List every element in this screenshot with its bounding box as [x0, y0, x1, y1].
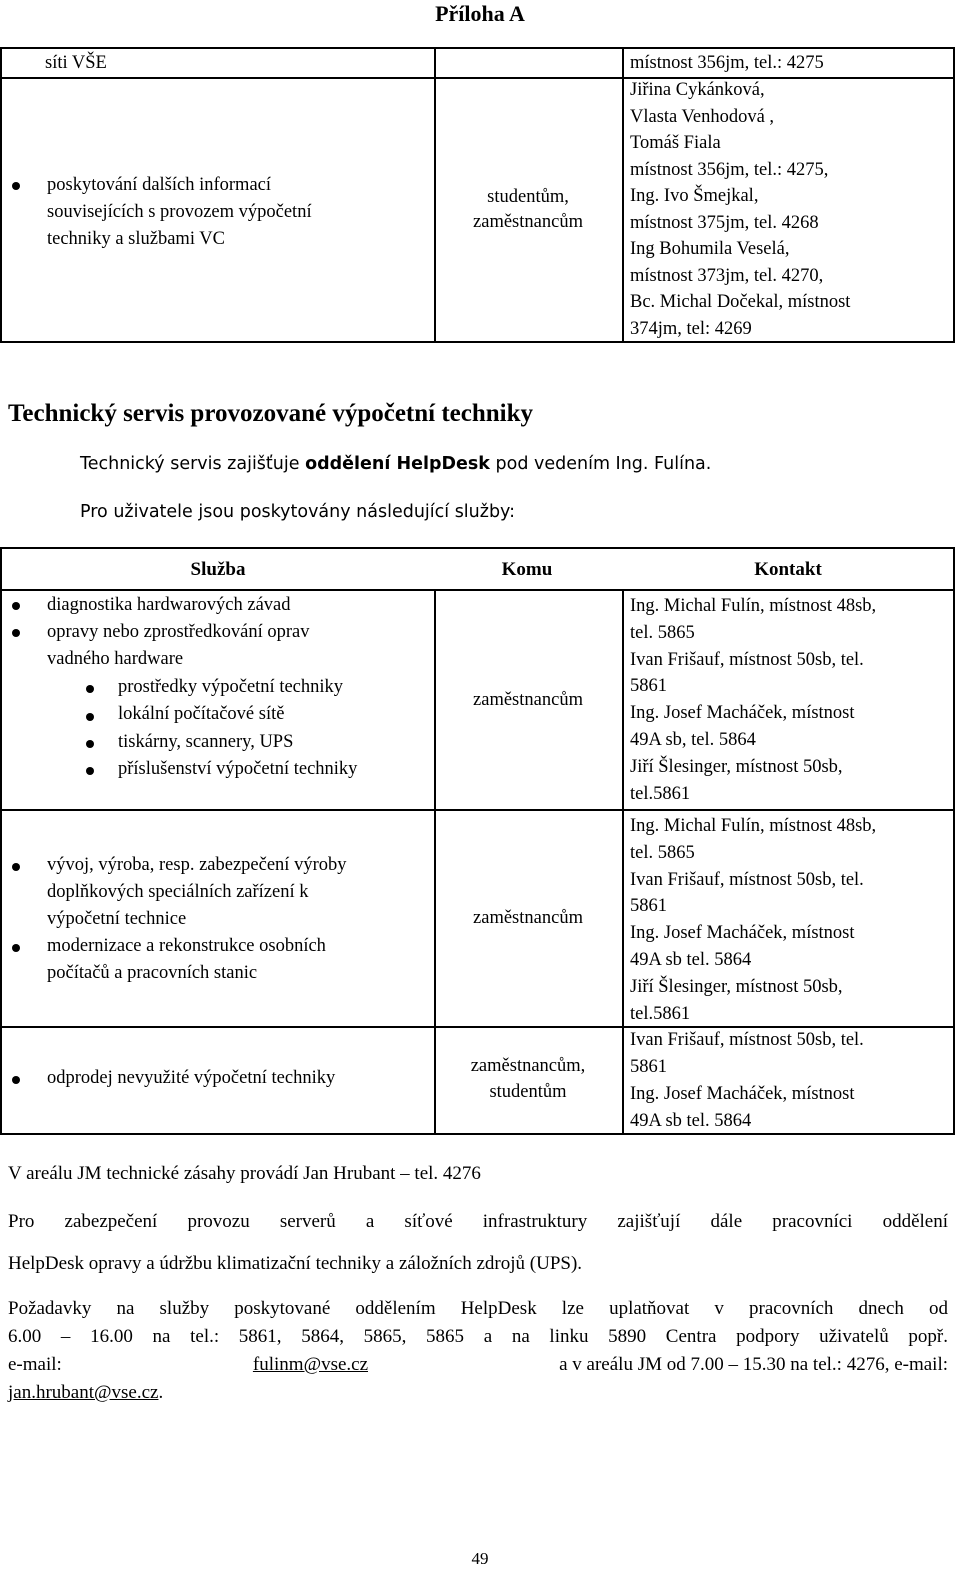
email-link[interactable]: jan.hrubant@vse.cz	[8, 1382, 159, 1403]
bullet-icon	[12, 602, 20, 610]
service-contacts: Ing. Michal Fulín, místnost 48sb, tel. 5865 Ivan Frišauf, místnost 50sb, tel. 5861 Ing. Josef Macháček, místnost 49A sb tel. 5864 Jiří Šlesinger, místnost 50sb, tel.5861	[630, 816, 877, 1024]
bullet-icon	[86, 713, 94, 721]
column-header-contact: Kontakt	[754, 559, 822, 580]
service-description: poskytování dalších informací souvisejících s provozem výpočetní techniky a službami VC	[47, 175, 312, 249]
bullet-icon	[12, 863, 20, 871]
service-contacts: Ing. Michal Fulín, místnost 48sb, tel. 5865 Ivan Frišauf, místnost 50sb, tel. 5861 Ing. Josef Macháček, místnost 49A sb, tel. 5864 Jiří Šlesinger, místnost 50sb, tel.5861	[630, 596, 877, 804]
section-intro: Technický servis zajišťuje oddělení HelpDesk pod vedením Ing. Fulína.	[80, 454, 712, 474]
paragraph: HelpDesk opravy a údržbu klimatizační techniky a záložních zdrojů (UPS).	[8, 1253, 583, 1274]
table-column-divider	[622, 49, 624, 341]
services-intro: Pro uživatele jsou poskytovány následující služby:	[80, 502, 516, 522]
bullet-icon	[12, 1076, 20, 1084]
service-recipients: zaměstnancům	[473, 908, 583, 928]
service-recipients: zaměstnancům, studentům	[470, 1056, 586, 1102]
list-item: diagnostika hardwarových závad	[47, 595, 291, 615]
table-cell-top-left: síti VŠE	[45, 53, 107, 73]
service-contacts: Ivan Frišauf, místnost 50sb, tel. 5861 Ing. Josef Macháček, místnost 49A sb tel. 5864	[630, 1030, 864, 1131]
section-heading: Technický servis provozované výpočetní techniky	[8, 400, 534, 427]
paragraph: jan.hrubant@vse.cz.	[8, 1382, 164, 1403]
bullet-icon	[86, 740, 94, 748]
table-header-divider	[2, 589, 953, 591]
page-title: Příloha A	[435, 1, 525, 26]
list-item: odprodej nevyužité výpočetní techniky	[47, 1068, 336, 1088]
list-item: vadného hardware	[47, 649, 184, 669]
list-item: vývoj, výroba, resp. zabezpečení výroby doplňkových speciálních zařízení k výpočetní technice modernizace a rekonstrukce osobních počítačů a pracovních stanic	[47, 855, 347, 983]
list-item: prostředky výpočetní techniky	[118, 677, 344, 697]
column-header-service: Služba	[190, 559, 246, 580]
paragraph: V areálu JM technické zásahy provádí Jan Hrubant – tel. 4276	[8, 1163, 481, 1184]
bullet-icon	[12, 182, 20, 190]
paragraph: Pro zabezpečení provozu serverů a síťové infrastruktury zajišťují dále pracovníci oddělení	[8, 1211, 948, 1232]
service-recipients: studentům, zaměstnancům	[473, 187, 583, 232]
list-item: opravy nebo zprostředkování oprav	[47, 622, 310, 642]
table-cell-top-right: místnost 356jm, tel.: 4275	[630, 53, 824, 73]
table-column-divider	[434, 589, 436, 1133]
service-contacts: Jiřina Cykánková, Vlasta Venhodová , Tomáš Fiala místnost 356jm, tel.: 4275, Ing. Ivo Šmejkal, místnost 375jm, tel. 4268 Ing Bohumila Veselá, místnost 373jm, tel. 4270, Bc. Michal Dočekal, místnost 374jm, tel: 4269	[630, 80, 851, 339]
page-number: 49	[471, 1549, 489, 1568]
table-row-divider	[2, 809, 953, 811]
list-item: lokální počítačové sítě	[118, 704, 285, 724]
table-column-divider	[622, 589, 624, 1133]
email-link[interactable]: fulinm@vse.cz	[252, 1354, 369, 1375]
paragraph: e-mail: fulinm@vse.cz a v areálu JM od 7.00 – 15.30 na tel.: 4276, e-mail:	[8, 1351, 948, 1379]
column-header-to-whom: Komu	[501, 559, 553, 580]
bullet-icon	[12, 629, 20, 637]
paragraph: Požadavky na služby poskytované oddělením HelpDesk lze uplatňovat v pracovních dnech od	[8, 1298, 948, 1319]
list-item: příslušenství výpočetní techniky	[118, 759, 358, 779]
list-item: tiskárny, scannery, UPS	[118, 732, 294, 752]
service-recipients: zaměstnancům	[473, 690, 583, 710]
paragraph: 6.00 – 16.00 na tel.: 5861, 5864, 5865, 5865 a na linku 5890 Centra podpory uživatelů popř.	[8, 1326, 948, 1347]
bullet-icon	[86, 685, 94, 693]
bullet-icon	[12, 944, 20, 952]
bullet-icon	[86, 767, 94, 775]
